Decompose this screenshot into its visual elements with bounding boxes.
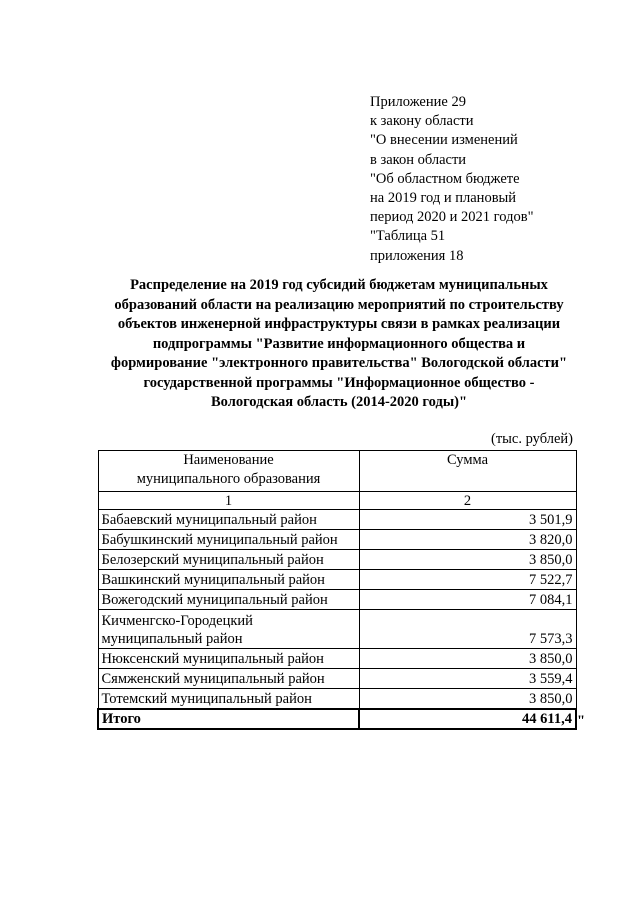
table-row [98,669,576,689]
district-amount: 3 820,0 [359,530,576,550]
title-line: государственной программы "Информационное общество - [143,374,535,391]
total-row [98,709,576,729]
table-header-row [98,451,576,492]
header-name-line: муниципального образования [136,471,321,487]
appendix-line: на 2019 год и плановый [370,190,517,207]
title-line: подпрограммы "Развитие информационного общества и [152,335,526,352]
district-amount: 3 850,0 [359,689,576,710]
appendix-line: к закону области [370,113,474,130]
district-name: Бабушкинский муниципальный район [98,530,359,550]
district-amount: 3 850,0 [359,649,576,669]
district-amount: 7 573,3 [359,610,576,649]
district-name: Кичменгско-Городецкий муниципальный район [98,610,359,649]
appendix-line: Приложение 29 [370,94,466,110]
title-line: объектов инженерной инфраструктуры связи в рамках реализации [117,316,561,332]
closing-quote: " [577,713,586,729]
appendix-line: "О внесении изменений [370,132,518,149]
title-line: Распределение на 2019 год субсидий бюджетам муниципальных [130,277,548,293]
appendix-line: приложения 18 [370,247,464,264]
district-name: Белозерский муниципальный район [98,550,359,570]
district-name: Тотемский муниципальный район [98,689,359,710]
table-row [98,610,576,649]
subsidy-table [97,450,577,730]
district-name: Нюксенский муниципальный район [98,649,359,669]
title-line: формирование "электронного правительства" Вологодской области" [110,355,568,371]
district-name: Вашкинский муниципальный район [98,570,359,590]
appendix-note [370,93,630,266]
district-amount: 7 084,1 [359,590,576,610]
total-amount: 44 611,4 [359,709,576,729]
district-amount: 3 559,4 [359,669,576,689]
appendix-line: "Об областном бюджете [370,170,520,187]
column-number: 2 [359,492,576,510]
table-row [98,510,576,530]
district-amount: 3 850,0 [359,550,576,570]
header-name-cell [98,451,359,492]
district-name: Бабаевский муниципальный район [98,510,359,530]
appendix-line: "Таблица 51 [370,228,446,245]
district-name: Сямженский муниципальный район [98,669,359,689]
total-label: Итого [98,709,359,729]
table-row [98,530,576,550]
table-row [98,689,576,710]
header-amount-cell: Сумма [359,451,576,492]
appendix-line: в закон области [370,151,467,168]
header-name-line: Наименование [183,452,274,468]
district-name: Вожегодский муниципальный район [98,590,359,610]
district-amount: 7 522,7 [359,570,576,590]
document-title [110,276,568,413]
appendix-line: период 2020 и 2021 годов" [370,209,534,226]
column-number: 1 [98,492,359,510]
table-row [98,590,576,610]
table-row [98,570,576,590]
district-amount: 3 501,9 [359,510,576,530]
title-line: образований области на реализацию мероприятий по строительству [114,296,564,313]
units-label: (тыс. рублей) [491,431,573,447]
title-line: Вологодская область (2014-2020 годы)" [210,394,468,410]
table-row [98,649,576,669]
table-row [98,550,576,570]
column-number-row [98,492,576,510]
